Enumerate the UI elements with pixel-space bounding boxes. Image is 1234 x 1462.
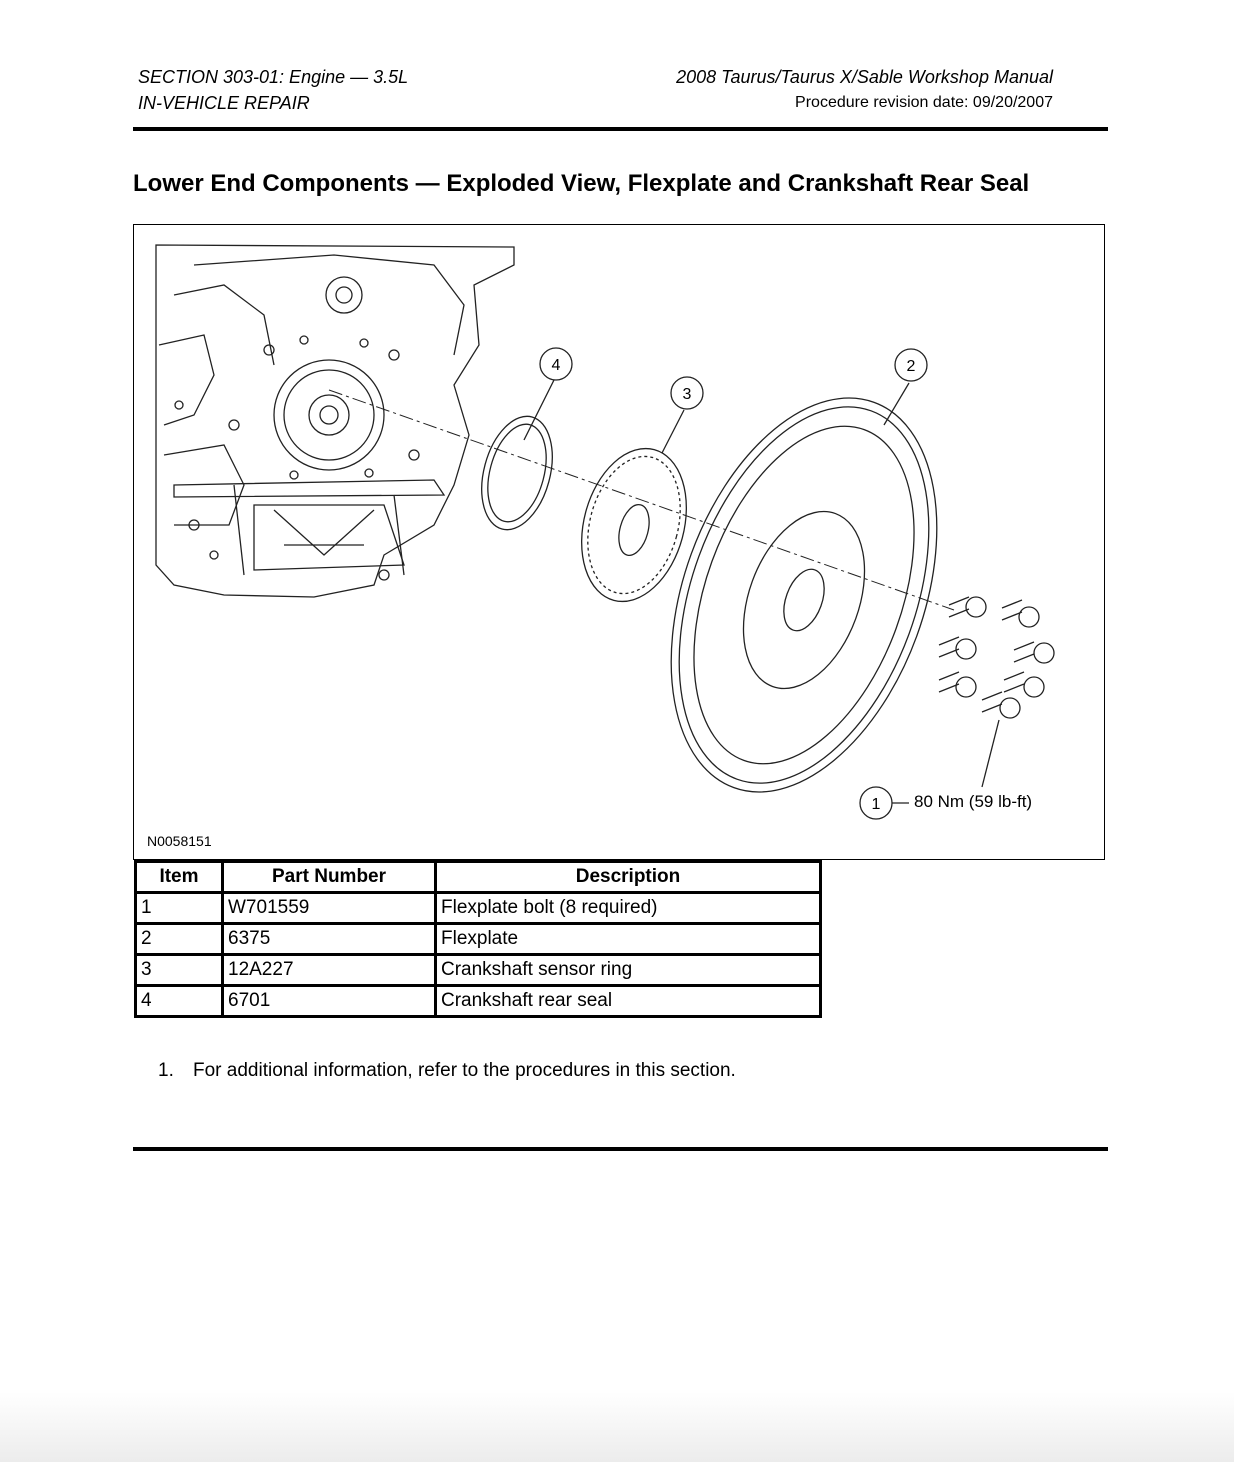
sensor-ring-drawing xyxy=(566,437,703,614)
revision-date: Procedure revision date: 09/20/2007 xyxy=(795,94,1053,111)
rear-seal-drawing xyxy=(470,408,564,537)
callout-1: 1 xyxy=(871,796,881,813)
header-description: Description xyxy=(436,862,821,893)
callout-4: 4 xyxy=(551,357,561,374)
note-item xyxy=(158,1058,736,1084)
subsection-title: IN-VEHICLE REPAIR xyxy=(138,93,310,113)
cell-part-number: 6375 xyxy=(223,924,436,955)
torque-spec: 80 Nm (59 lb-ft) xyxy=(914,792,1033,811)
cell-description: Flexplate xyxy=(436,924,821,955)
section-title: SECTION 303-01: Engine — 3.5L xyxy=(138,67,409,87)
callout-2: 2 xyxy=(906,358,916,375)
note-number: 1. xyxy=(158,1060,174,1081)
figure-id: N0058151 xyxy=(147,833,212,849)
parts-table xyxy=(134,860,822,1018)
table-header-row xyxy=(136,862,821,893)
exploded-view-figure xyxy=(133,224,1105,860)
callout-3: 3 xyxy=(682,386,692,403)
cell-description: Flexplate bolt (8 required) xyxy=(436,893,821,924)
cell-part-number: 12A227 xyxy=(223,955,436,986)
exploded-view-drawing xyxy=(134,225,1104,859)
cell-item: 3 xyxy=(136,955,223,986)
flexplate-drawing xyxy=(621,361,987,828)
cell-part-number: 6701 xyxy=(223,986,436,1017)
header-right xyxy=(676,64,1053,116)
table-row xyxy=(136,955,821,986)
table-row xyxy=(136,986,821,1017)
header-item: Item xyxy=(136,862,223,893)
page-bottom-edge xyxy=(0,1392,1234,1462)
center-axis xyxy=(329,390,954,610)
header-left xyxy=(138,64,408,116)
flexplate-bolts-drawing xyxy=(939,597,1054,718)
note-text: For additional information, refer to the procedures in this section. xyxy=(193,1060,736,1081)
manual-title: 2008 Taurus/Taurus X/Sable Workshop Manual xyxy=(676,67,1053,87)
header-divider xyxy=(133,127,1108,131)
cell-description: Crankshaft rear seal xyxy=(436,986,821,1017)
cell-description: Crankshaft sensor ring xyxy=(436,955,821,986)
cell-item: 4 xyxy=(136,986,223,1017)
table-row xyxy=(136,893,821,924)
cell-part-number: W701559 xyxy=(223,893,436,924)
header-part-number: Part Number xyxy=(223,862,436,893)
seal-housing xyxy=(274,360,384,470)
page-title: Lower End Components — Exploded View, Flexplate and Crankshaft Rear Seal xyxy=(133,170,1030,197)
footer-divider xyxy=(133,1147,1108,1151)
table-row xyxy=(136,924,821,955)
cell-item: 1 xyxy=(136,893,223,924)
cell-item: 2 xyxy=(136,924,223,955)
